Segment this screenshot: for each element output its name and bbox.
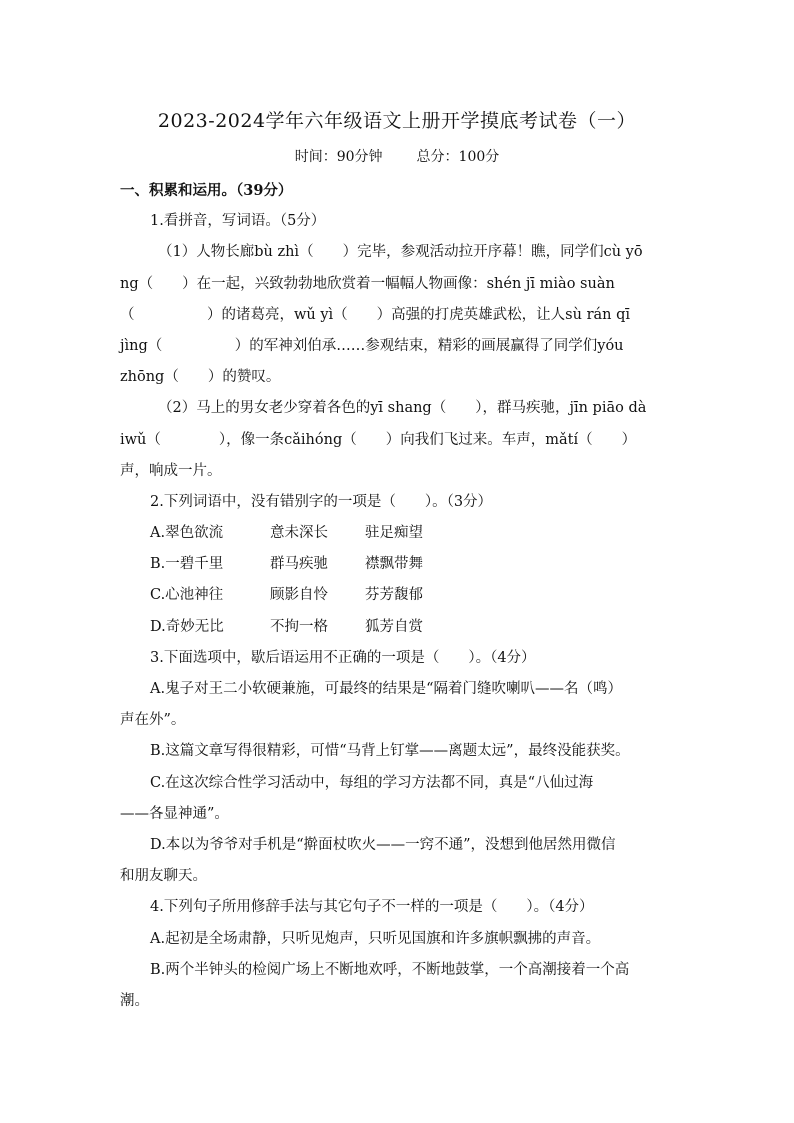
question-3-option-c-cont: ——各显神通”。 [120,805,229,822]
option-word: 群马疾驰 [270,556,328,573]
question-1-text-line: iwǔ（ ），像一条cǎihóng（ ）向我们飞过来。车声，mǎtí（ ） [120,431,637,448]
question-2-option-c [120,580,676,611]
option-word: C.心池神往 [150,587,224,604]
question-1-text-line: （ ）的诸葛亮，wǔ yì（ ）高强的打虎英雄武松，让人sù rán qī [120,306,631,323]
question-1-text-line: （2）马上的男女老少穿着各色的yī shang（ ），群马疾驰，jīn piāo dà [158,400,647,417]
option-word: 襟飘带舞 [365,556,423,573]
question-2-option-b [120,549,676,580]
option-word: 意未深长 [270,525,328,542]
option-word: 驻足痴望 [365,525,423,542]
question-1-text-line: ng（ ）在一起，兴致勃勃地欣赏着一幅幅人物画像：shén jī miào suàn [120,275,615,292]
exam-content [120,175,676,1017]
option-word: 芬芳馥郁 [365,587,423,604]
question-3-option-d: D.本以为爷爷对手机是“擀面杖吹火——一窍不通”，没想到他居然用微信 [150,836,616,853]
question-1-text-line: （1）人物长廊bù zhì（ ）完毕，参观活动拉开序幕！瞧，同学们cù yō [158,244,643,261]
question-4-option-b: B.两个半钟头的检阅广场上不断地欢呼，不断地鼓掌，一个高潮接着一个高 [150,961,630,978]
question-3-option-a-cont: 声在外”。 [120,712,186,729]
option-word: B.一碧千里 [150,556,224,573]
option-word: 顾影自怜 [270,587,328,604]
question-1-text-line: jìng（ ）的军神刘伯承……参观结束，精彩的画展赢得了同学们yóu [120,337,624,354]
question-1-text-line: zhōng（ ）的赞叹。 [120,369,281,386]
question-1-text-line: 声，响成一片。 [120,462,222,479]
question-4-option-b-cont: 潮。 [120,992,149,1009]
question-2-option-d [120,612,676,643]
question-3-stem: 3.下面选项中，歇后语运用不正确的一项是（ ）。（4分） [150,649,536,666]
option-word: D.奇妙无比 [150,618,224,635]
time-limit: 时间：90分钟 [294,149,383,165]
question-3-option-b: B.这篇文章写得很精彩，可惜“马背上钉掌——离题太远”，最终没能获奖。 [150,743,630,760]
question-3-option-c: C.在这次综合性学习活动中，每组的学习方法都不同，真是“八仙过海 [150,774,594,791]
question-2-stem: 2.下列词语中，没有错别字的一项是（ ）。（3分） [150,493,493,510]
question-3-option-a: A.鬼子对王二小软硬兼施，可最终的结果是“隔着门缝吹喇叭——名（鸣） [150,681,622,697]
question-1-stem: 1.看拼音，写词语。（5分） [150,213,326,230]
option-word: 不拘一格 [270,618,328,635]
question-2-option-a [120,518,676,549]
exam-meta [0,146,794,166]
question-4-option-a: A.起初是全场肃静，只听见炮声，只听见国旗和许多旗帜飘拂的声音。 [150,930,601,947]
section-heading: 一、积累和运用。（39分） [120,182,293,199]
question-4-stem: 4.下列句子所用修辞手法与其它句子不一样的一项是（ ）。（4分） [150,899,594,916]
option-word: A.翠色欲流 [150,525,224,542]
exam-title: 2023-2024学年六年级语文上册开学摸底考试卷（一） [157,110,637,132]
option-word: 狐芳自赏 [365,618,423,635]
total-score: 总分：100分 [416,149,500,165]
question-3-option-d-cont: 和朋友聊天。 [120,868,207,885]
